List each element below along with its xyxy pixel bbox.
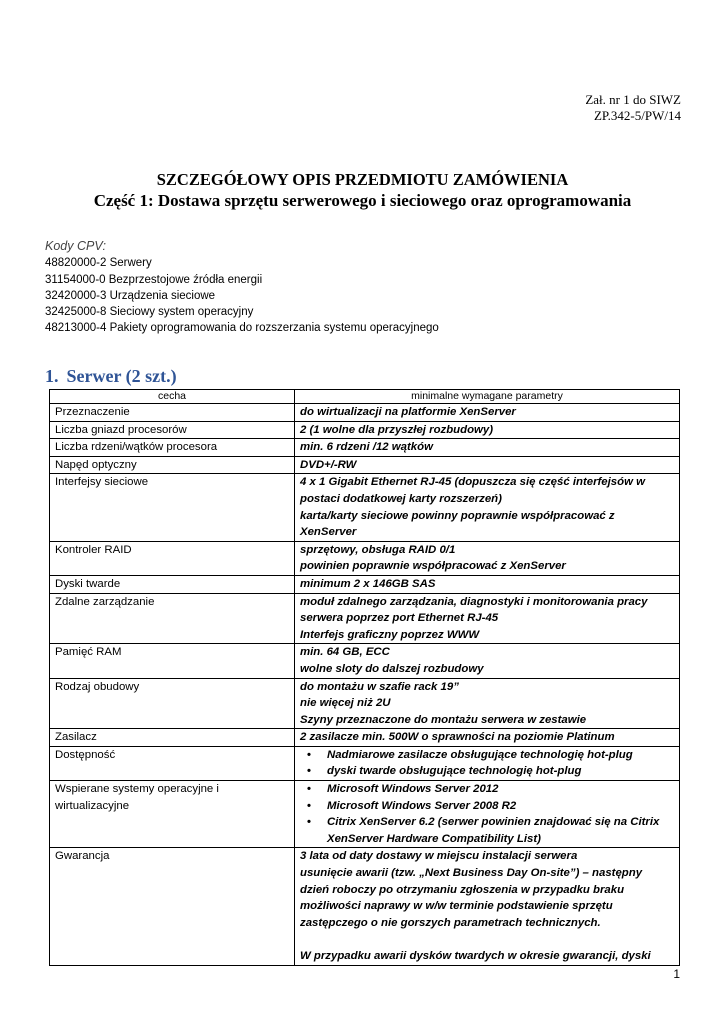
table-row: [50, 746, 680, 780]
table-row: [50, 678, 680, 729]
parameter-cell: [295, 644, 680, 678]
case-number: ZP.342-5/PW/14: [593, 108, 681, 123]
parameter-line: 2 (1 wolne dla przyszłej rozbudowy): [300, 423, 494, 436]
parameter-line: DVD+/-RW: [300, 458, 357, 471]
parameter-cell: [295, 541, 680, 575]
table-row: [50, 593, 680, 644]
parameter-cell: [295, 678, 680, 729]
parameter-cell: [295, 593, 680, 644]
parameter-cell: [295, 848, 680, 965]
feature-cell: Dostępność: [50, 746, 295, 780]
feature-cell: Liczba gniazd procesorów: [50, 421, 295, 439]
parameter-line: 2 zasilacze min. 500W o sprawności na poziomie Platinum: [300, 731, 615, 744]
section-title: Serwer (2 szt.): [66, 366, 177, 386]
parameter-cell: [295, 781, 680, 848]
table-row: [50, 848, 680, 965]
document-title: SZCZEGÓŁOWY OPIS PRZEDMIOTU ZAMÓWIENIA: [156, 170, 569, 189]
table-row: [50, 644, 680, 678]
parameter-cell: [295, 404, 680, 422]
feature-cell: Wspierane systemy operacyjne i wirtualizacyjne: [50, 781, 295, 848]
attachment-label: Zał. nr 1 do SIWZ: [585, 92, 681, 107]
feature-cell: Pamięć RAM: [50, 644, 295, 678]
feature-cell: Kontroler RAID: [50, 541, 295, 575]
parameter-line: usunięcie awarii (tzw. „Next Business Day On-site”) – następny dzień roboczy po otrzymaniu zgłoszenia w przypadku braku możliwości naprawy w w/w terminie podstawienie sprzętu zastępczego o nie gorszych parametrach technicznych.: [300, 867, 643, 929]
feature-cell: Zdalne zarządzanie: [50, 593, 295, 644]
parameter-line: wolne sloty do dalszej rozbudowy: [300, 662, 484, 675]
parameter-line: nie więcej niż 2U: [300, 697, 391, 710]
bullet-item: • Microsoft Windows Server 2012: [300, 781, 674, 798]
feature-cell: Przeznaczenie: [50, 404, 295, 422]
cpv-codes: [45, 238, 439, 337]
parameter-line: moduł zdalnego zarządzania, diagnostyki i monitorowania pracy serwera poprzez port Ethernet RJ-45: [300, 595, 648, 625]
feature-cell: Liczba rdzeni/wątków procesora: [50, 439, 295, 457]
bullet-item: • Nadmiarowe zasilacze obsługujące technologię hot-plug: [300, 747, 674, 764]
table-row: [50, 575, 680, 593]
parameter-line: karta/karty sieciowe powinny poprawnie współpracować z XenServer: [300, 509, 615, 539]
bullet-item: • Microsoft Windows Server 2008 R2: [300, 798, 674, 815]
parameter-line: sprzętowy, obsługa RAID 0/1: [300, 543, 456, 556]
feature-cell: Interfejsy sieciowe: [50, 474, 295, 541]
column-header-feature: cecha: [50, 390, 295, 404]
parameter-line: 4 x 1 Gigabit Ethernet RJ-45 (dopuszcza się część interfejsów w postaci dodatkowej karty rozszerzeń): [300, 476, 645, 505]
cpv-code: 32420000-3 Urządzenia sieciowe: [45, 289, 216, 302]
feature-cell: Zasilacz: [50, 729, 295, 747]
cpv-label: Kody CPV:: [45, 239, 106, 253]
parameter-line: Interfejs graficzny poprzez WWW: [300, 628, 480, 641]
table-row: [50, 541, 680, 575]
feature-cell: Gwarancja: [50, 848, 295, 965]
parameter-cell: [295, 575, 680, 593]
cpv-code: 48820000-2 Serwery: [45, 257, 152, 270]
parameter-line: min. 6 rdzeni /12 wątków: [300, 441, 433, 454]
spec-table: [49, 389, 680, 966]
table-row: [50, 421, 680, 439]
parameter-line: W przypadku awarii dysków twardych w okresie gwarancji, dyski: [300, 950, 651, 962]
document-subtitle: Część 1: Dostawa sprzętu serwerowego i sieciowego oraz oprogramowania: [93, 191, 632, 210]
parameter-cell: [295, 456, 680, 474]
table-row: [50, 456, 680, 474]
section-heading: [45, 366, 177, 387]
section-number: 1.: [45, 366, 59, 386]
parameter-cell: [295, 729, 680, 747]
cpv-code: 48213000-4 Pakiety oprogramowania do rozszerzania systemu operacyjnego: [45, 322, 439, 335]
cpv-code: 31154000-0 Bezprzestojowe źródła energii: [45, 273, 263, 286]
parameter-line: do montażu w szafie rack 19”: [300, 680, 459, 693]
parameter-cell: [295, 474, 680, 541]
parameter-line: powinien poprawnie współpracować z XenServer: [300, 560, 566, 573]
page-number: 1: [673, 967, 680, 981]
bullet-item: • Citrix XenServer 6.2 (serwer powinien znajdować się na Citrix XenServer Hardware Compatibility List): [300, 814, 674, 847]
table-row: [50, 439, 680, 457]
parameter-line: minimum 2 x 146GB SAS: [300, 577, 436, 590]
parameter-cell: [295, 746, 680, 780]
parameter-cell: [295, 421, 680, 439]
parameter-line: do wirtualizacji na platformie XenServer: [300, 406, 516, 418]
document-reference: [585, 92, 681, 124]
table-row: [50, 404, 680, 422]
parameter-line: 3 lata od daty dostawy w miejscu instalacji serwera: [300, 850, 578, 863]
feature-cell: Napęd optyczny: [50, 456, 295, 474]
parameter-line: min. 64 GB, ECC: [300, 646, 390, 659]
column-header-params: minimalne wymagane parametry: [295, 390, 680, 404]
bullet-item: • dyski twarde obsługujące technologię hot-plug: [300, 763, 674, 780]
feature-cell: Dyski twarde: [50, 575, 295, 593]
table-header-row: [50, 390, 680, 404]
table-row: [50, 729, 680, 747]
feature-cell: Rodzaj obudowy: [50, 678, 295, 729]
table-row: [50, 781, 680, 848]
table-row: [50, 474, 680, 541]
parameter-line: Szyny przeznaczone do montażu serwera w zestawie: [300, 713, 587, 726]
cpv-code: 32425000-8 Sieciowy system operacyjny: [45, 306, 254, 319]
blank-line: [300, 931, 674, 948]
parameter-cell: [295, 439, 680, 457]
spec-table-body: [50, 404, 680, 966]
